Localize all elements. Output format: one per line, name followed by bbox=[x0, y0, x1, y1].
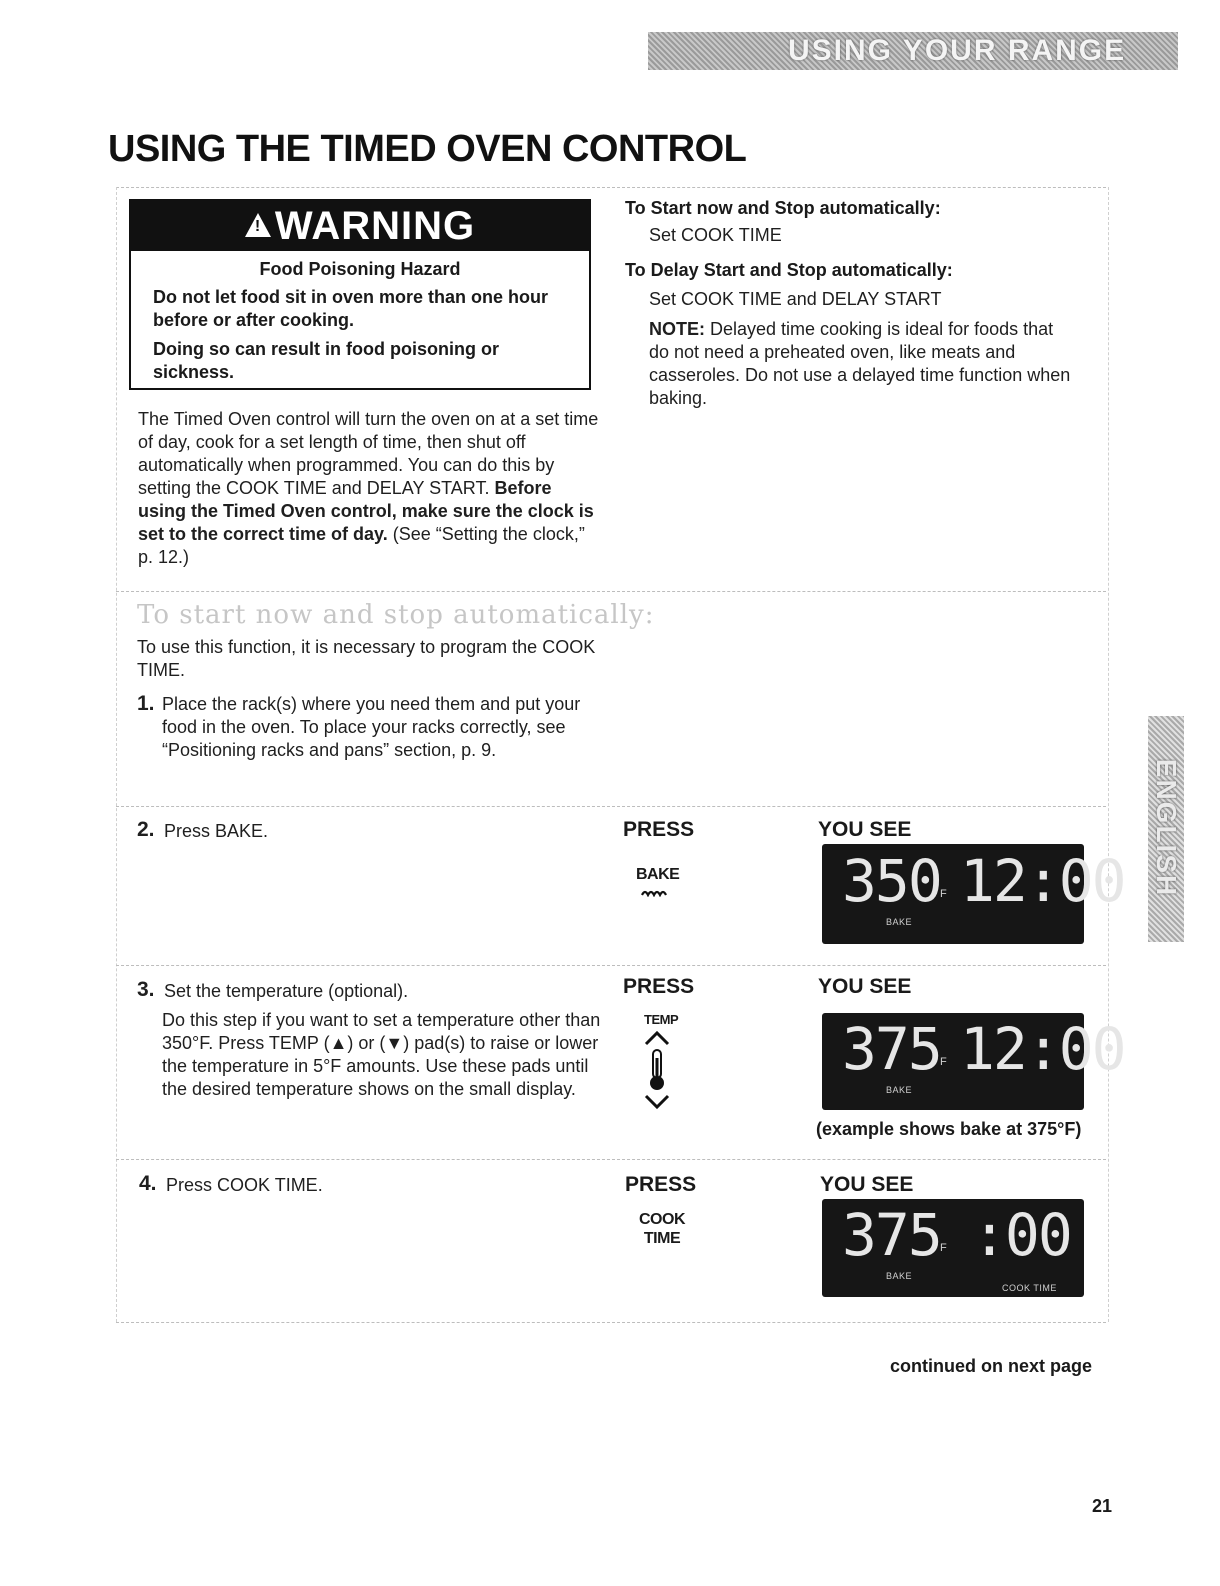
side-tab-text: ENGLISH bbox=[1151, 758, 1182, 898]
divider-top bbox=[116, 187, 1106, 188]
temp-up-down-icon[interactable] bbox=[642, 1030, 672, 1110]
step-2-you-see-label: YOU SEE bbox=[818, 818, 912, 841]
step-1-number: 1. bbox=[137, 692, 155, 715]
header-tab-text: USING YOUR RANGE bbox=[788, 34, 1127, 67]
bake-wave-icon bbox=[641, 889, 667, 897]
display-unit: F bbox=[940, 1242, 947, 1254]
display-time: :00 bbox=[972, 1201, 1071, 1269]
display-time: 12:00 bbox=[960, 1015, 1125, 1083]
start-now-body: Set COOK TIME bbox=[649, 225, 782, 245]
warning-triangle-icon bbox=[245, 213, 271, 237]
display-time: 12:00 bbox=[960, 847, 1125, 915]
start-now-heading: To Start now and Stop automatically: bbox=[625, 198, 941, 218]
step-4-press-label: PRESS bbox=[625, 1173, 697, 1196]
divider-bottom bbox=[116, 1322, 1106, 1323]
side-language-tab bbox=[1148, 716, 1184, 942]
display-temperature: 375 bbox=[842, 1201, 941, 1269]
header-tab bbox=[648, 32, 1178, 70]
cook-time-button-line-1: COOK bbox=[639, 1211, 685, 1228]
cook-time-button[interactable] bbox=[639, 1210, 685, 1248]
step-3-press-label: PRESS bbox=[623, 975, 695, 998]
divider-section bbox=[116, 591, 1106, 592]
section-intro: To use this function, it is necessary to program the COOK TIME. bbox=[137, 637, 596, 680]
continued-note: continued on next page bbox=[890, 1356, 1093, 1376]
note-paragraph bbox=[649, 318, 1074, 410]
display-temperature: 350 bbox=[842, 847, 941, 915]
page-title: USING THE TIMED OVEN CONTROL bbox=[108, 128, 747, 170]
divider-right bbox=[1108, 187, 1109, 1322]
step-3-detail: Do this step if you want to set a temperature other than 350°F. Press TEMP (▲) or (▼) pad(s) to raise or lower the temperature in 5°F amounts. Use these pads until the desired temperature shows on the small display. bbox=[162, 1010, 601, 1099]
cook-time-button-line-2: TIME bbox=[643, 1230, 681, 1247]
divider-step3 bbox=[116, 965, 1106, 966]
warning-box bbox=[129, 199, 591, 390]
warning-line-1: Do not let food sit in oven more than one hour before or after cooking. bbox=[153, 287, 548, 330]
delay-body: Set COOK TIME and DELAY START bbox=[649, 289, 942, 309]
display-mode-label-2: COOK TIME bbox=[1002, 1283, 1057, 1293]
intro-tail: (See “Setting the clock,” p. 12.) bbox=[138, 524, 585, 567]
step-2-text: Press BAKE. bbox=[164, 821, 269, 841]
divider-step2 bbox=[116, 806, 1106, 807]
divider-step4 bbox=[116, 1159, 1106, 1160]
note-label: NOTE: bbox=[649, 319, 705, 339]
step-4-you-see-label: YOU SEE bbox=[820, 1173, 914, 1196]
step-4-display bbox=[822, 1199, 1084, 1297]
step-2-number: 2. bbox=[137, 818, 155, 841]
display-mode-label: BAKE bbox=[886, 917, 913, 927]
display-unit: F bbox=[940, 888, 947, 900]
page-number: 21 bbox=[1092, 1496, 1113, 1516]
warning-header bbox=[131, 201, 589, 251]
divider-left bbox=[116, 187, 117, 1322]
step-4-text: Press COOK TIME. bbox=[166, 1175, 323, 1195]
display-mode-label: BAKE bbox=[886, 1085, 913, 1095]
warning-line-2: Doing so can result in food poisoning or sickness. bbox=[153, 339, 499, 382]
display-unit: F bbox=[940, 1056, 947, 1068]
intro-paragraph bbox=[138, 408, 603, 569]
note-text: Delayed time cooking is ideal for foods that do not need a preheated oven, like meats and casseroles. Do not use a delayed time function when baking. bbox=[649, 319, 1071, 408]
delay-heading: To Delay Start and Stop automatically: bbox=[625, 260, 953, 280]
hazard-title: Food Poisoning Hazard bbox=[259, 259, 461, 279]
step-2-press-label: PRESS bbox=[623, 818, 695, 841]
intro-normal: The Timed Oven control will turn the oven on at a set time of day, cook for a set length of time, then shut off automatically when programmed. You can do this by setting the COOK TIME and DELAY START. bbox=[138, 409, 599, 498]
step-1-text: Place the rack(s) where you need them and put your food in the oven. To place your racks correctly, see “Positioning racks and pans” section, p. 9. bbox=[162, 694, 581, 760]
bake-button[interactable]: BAKE bbox=[636, 866, 680, 883]
warning-label: WARNING bbox=[274, 204, 476, 248]
step-2-display bbox=[822, 844, 1125, 944]
step-3-text: Set the temperature (optional). bbox=[164, 981, 409, 1001]
section-subheading: To start now and stop automatically: bbox=[137, 600, 655, 630]
intro-bold: Before using the Timed Oven control, make sure the clock is set to the correct time of day. bbox=[138, 478, 594, 544]
display-temperature: 375 bbox=[842, 1015, 941, 1083]
temp-button[interactable]: TEMP bbox=[644, 1012, 679, 1027]
step-4-number: 4. bbox=[139, 1172, 157, 1195]
display-mode-label: BAKE bbox=[886, 1271, 913, 1281]
step-3-display bbox=[822, 1013, 1125, 1110]
step-3-caption: (example shows bake at 375°F) bbox=[816, 1119, 1082, 1139]
step-3-you-see-label: YOU SEE bbox=[818, 975, 912, 998]
step-3-number: 3. bbox=[137, 978, 155, 1001]
